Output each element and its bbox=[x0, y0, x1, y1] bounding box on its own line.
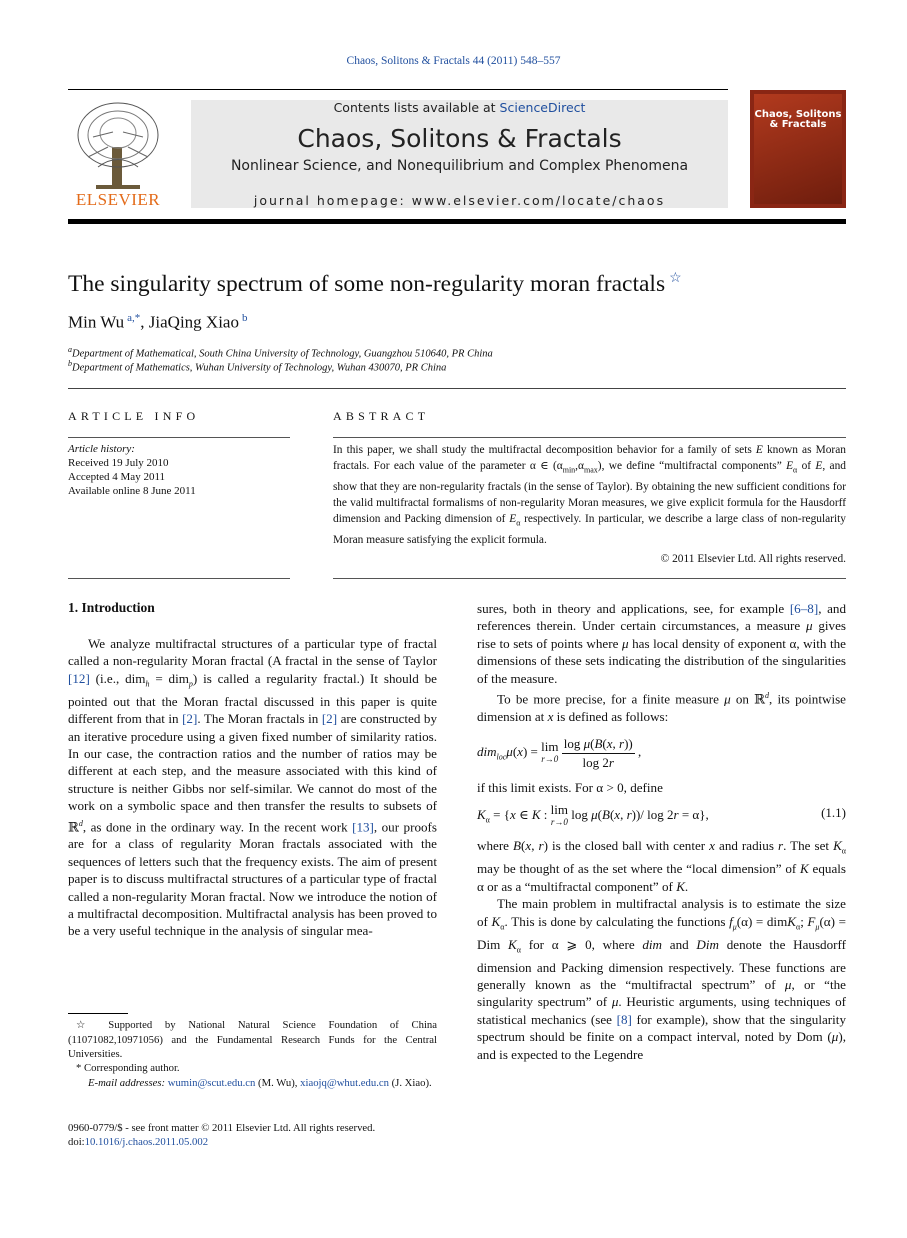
journal-title: Chaos, Solitons & Fractals bbox=[297, 124, 622, 153]
limit-operator: lim r→0 bbox=[550, 802, 568, 828]
citation-link[interactable]: [8] bbox=[616, 1011, 632, 1027]
affiliation-mark: a bbox=[68, 345, 72, 354]
limit-operator: lim r→0 bbox=[541, 739, 559, 765]
equation-1-1: $K_\alpha = \{x$ ∈ K : lim r→0 log μ(B(x, r))/ log 2r = α}, (1.1) bbox=[477, 802, 846, 828]
section-rule bbox=[68, 388, 846, 389]
journal-reference[interactable]: Chaos, Solitons & Fractals 44 (2011) 548–557 bbox=[346, 55, 561, 67]
equation-number: (1.1) bbox=[821, 805, 846, 821]
body-left-column bbox=[68, 618, 437, 940]
article-info-heading: ARTICLE INFO bbox=[68, 409, 200, 423]
abstract-rule bbox=[333, 578, 846, 579]
journal-homepage-link[interactable]: journal homepage: www.elsevier.com/locate/chaos bbox=[253, 193, 666, 208]
cover-title: Chaos, Solitons & Fractals bbox=[754, 109, 842, 130]
paragraph: The main problem in multifractal analysis is to estimate the size of $K_\alpha$. This is done by calculating the functions $f_\mu(\alpha)$ = dimK$_\alpha$; $F_\mu(\alpha)$ = Dim $K_\alpha$ for α ⩾ 0, where dim and Dim denote the Hausdorff dimension and Packing dimension respectively. These functions are generally known as the “multifractal spectrum” of μ, or “the singularity spectrum” of μ. Heuristic arguments, using techniques of statistical mechanics (see [8] for example), show that the singularity spectrum should be finite on a compact interval, noted by Dom (μ), and is expected to the Legendre bbox=[477, 896, 846, 1062]
email-link[interactable]: wumin@scut.edu.cn bbox=[167, 1077, 256, 1089]
paragraph: where B(x, r) is the closed ball with center x and radius r. The set $K_\alpha$ may be thought of as the set where the “local dimension” of K equals α or as a “multifractal component” of K. bbox=[477, 838, 846, 894]
paragraph: sures, both in theory and applications, see, for example [6–8], and references therein. Under certain circumstances, a measure μ gives rise to sets of points where μ has local density of exponent α, with the dimensions of these sets indicating the distribution of the singularities of the measure. bbox=[477, 601, 846, 686]
author-separator: , bbox=[140, 312, 149, 332]
citation-link[interactable]: [6–8] bbox=[789, 601, 819, 616]
article-info-rule bbox=[68, 578, 290, 579]
citation-link[interactable]: [12] bbox=[68, 670, 90, 686]
masthead-rule bbox=[68, 219, 846, 224]
author-marks[interactable]: a,* bbox=[127, 312, 141, 324]
pointwise-dimension-formula: dim$_{loc}$μ(x) = lim r→0 $\frac{\text{log μ(B(x, r))}}{\log 2r}$ , bbox=[477, 736, 642, 770]
paper-title bbox=[68, 270, 682, 298]
author-name: Min Wu bbox=[68, 312, 125, 332]
paragraph: To be more precise, for a finite measure μ on ℝ$^d$, its pointwise dimension at x is defined as follows: bbox=[477, 691, 846, 724]
front-matter: 0960-0779/$ - see front matter © 2011 Elsevier Ltd. All rights reserved. bbox=[68, 1122, 376, 1134]
publisher-wordmark: ELSEVIER bbox=[75, 190, 161, 209]
journal-cover bbox=[750, 90, 846, 208]
affiliation-text: Department of Mathematical, South China University of Technology, Guangzhou 510640, PR China bbox=[72, 348, 493, 360]
footnote-corresponding: * Corresponding author. bbox=[76, 1062, 180, 1074]
title-footnote-star[interactable]: ☆ bbox=[669, 271, 682, 286]
doi-line bbox=[68, 1135, 437, 1150]
elsevier-logo bbox=[68, 97, 168, 210]
authors bbox=[68, 312, 247, 333]
author-name: JiaQing Xiao bbox=[148, 312, 239, 332]
footnote-rule bbox=[68, 1013, 128, 1014]
footnote-funding: ☆ Supported by National Natural Science Foundation of China (11071082,10971056) and the Fundamental Research Funds for the Central Universities. bbox=[68, 1019, 437, 1060]
doi-link[interactable]: 10.1016/j.chaos.2011.05.002 bbox=[84, 1136, 209, 1148]
history-accepted: Accepted 4 May 2011 bbox=[68, 471, 166, 483]
contents-line bbox=[191, 100, 728, 115]
body-right-column bbox=[477, 600, 846, 1063]
section-heading: 1. Introduction bbox=[68, 600, 155, 615]
history-received: Received 19 July 2010 bbox=[68, 457, 169, 469]
affiliation-mark: b bbox=[68, 359, 72, 368]
fraction: $\frac{\text{log μ(B(x, r))}}{\log 2r}$ bbox=[563, 736, 633, 770]
contents-prefix: Contents lists available at bbox=[333, 100, 500, 115]
masthead bbox=[191, 100, 728, 208]
doi-prefix: doi: bbox=[68, 1136, 85, 1148]
paragraph: We analyze multifractal structures of a particular type of fractal called a non-regularity Moran fractal (A fractal in the sense of Taylor [12] (i.e., dim$_h$ = dim$_p$) is called a regularity fractal.) It should be pointed out that the Moran fractal discussed in this paper is quite different from that in [2]. The Moran fractals in [2] are constructed by an iterative procedure using a given fixed number of similarity ratios. In our case, the contraction ratios and the number of ratios may be different at each step, and the measure associated with this kind of structure is neither Gibbs nor self-similar. We cannot do most of the work on a symbolic space and then transfer the results to subsets of ℝ$^d$, as done in the ordinary way. In the recent work [13], our proofs are for a class of regularity Moran fractals associated with the sequences of letters such that the frequency exists. The aim of present paper is to discuss multifractal structures of a particular type of fractal called a non-regularity Moran fractal. Now we introduce the notion of a multifractal decomposition. Multifractal analysis has been proved to be a very useful technique in the analysis of singular mea- bbox=[68, 636, 437, 939]
article-info-rule bbox=[68, 437, 290, 438]
paragraph: if this limit exists. For α > 0, define bbox=[477, 780, 663, 796]
citation-link[interactable]: [2] bbox=[321, 711, 338, 727]
paper-title-text: The singularity spectrum of some non-regularity moran fractals bbox=[68, 270, 666, 297]
affiliation-a bbox=[68, 345, 493, 360]
abstract-text: In this paper, we shall study the multifractal decomposition behavior for a family of sets E known as Moran fractals. For each value of the parameter α ∈ $(\alpha_{min},\alpha_{max})$, we define “multifractal components” $E_\alpha$ of E, and show that they are non-regularity fractals (in the sense of Taylor). By obtaining the new sufficient conditions for the valid multifractal formalisms of non-regularity Moran measures, we give explicit formula for the Hausdorff dimension and Packing dimension of $E_\alpha$ respectively. In particular, we describe a large class of non-regularity Moran measure satisfying the explicit formula. bbox=[333, 444, 846, 546]
history-online: Available online 8 June 2011 bbox=[68, 485, 196, 497]
abstract-rule bbox=[333, 437, 846, 438]
sciencedirect-link[interactable]: ScienceDirect bbox=[499, 100, 586, 115]
header-rule bbox=[68, 89, 728, 90]
history-label: Article history: bbox=[68, 443, 135, 455]
citation-link[interactable]: [13] bbox=[352, 819, 374, 835]
affiliation-text: Department of Mathematics, Wuhan University of Technology, Wuhan 430070, PR China bbox=[72, 362, 447, 374]
abstract-copyright: © 2011 Elsevier Ltd. All rights reserved. bbox=[660, 553, 846, 565]
citation-link[interactable]: [2] bbox=[182, 711, 198, 727]
journal-subtitle: Nonlinear Science, and Nonequilibrium and Complex Phenomena bbox=[230, 158, 689, 174]
footnote-email: E-mail addresses: wumin@scut.edu.cn (M. Wu), xiaojq@whut.edu.cn (J. Xiao). bbox=[88, 1077, 432, 1089]
author-marks[interactable]: b bbox=[241, 312, 248, 324]
email-link[interactable]: xiaojq@whut.edu.cn bbox=[300, 1077, 389, 1089]
abstract-heading: ABSTRACT bbox=[333, 409, 430, 423]
affiliation-b bbox=[68, 359, 446, 374]
